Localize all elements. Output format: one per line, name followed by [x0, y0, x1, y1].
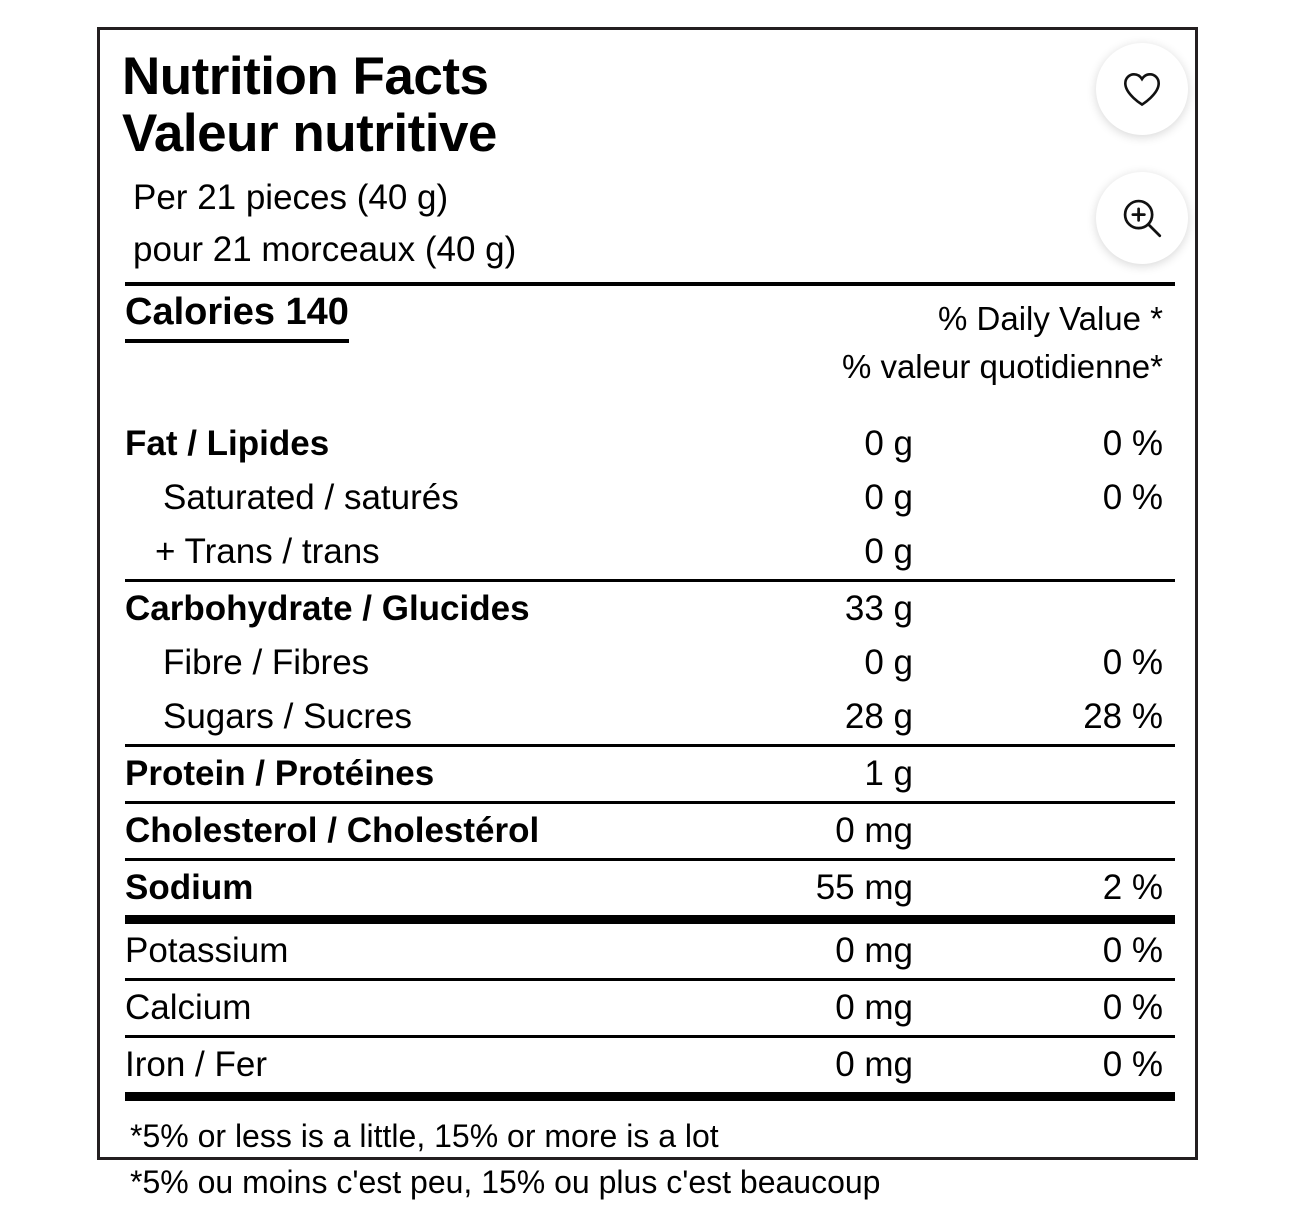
table-row: [125, 860, 1175, 920]
spacer-row: [125, 391, 1175, 417]
footnote-en: *5% or less is a little, 15% or more is a lot: [130, 1118, 719, 1154]
title-en: Nutrition Facts: [122, 47, 489, 106]
table-row: [125, 980, 1175, 1037]
serving-size-block: [100, 162, 1195, 276]
table-row: [125, 525, 1175, 581]
row-name-trans: + Trans / trans: [125, 525, 765, 581]
table-row: [125, 1037, 1175, 1097]
daily-value-header-fr: % valeur quotidienne*: [841, 348, 1163, 385]
row-amount-cholesterol: 0 mg: [765, 803, 985, 860]
row-amount-iron: 0 mg: [765, 1037, 985, 1097]
zoom-in-icon: [1120, 196, 1164, 240]
table-row: [125, 803, 1175, 860]
nutrition-facts-panel: [97, 27, 1198, 1200]
table-row: [125, 690, 1175, 746]
daily-value-header-en: % Daily Value *: [938, 300, 1163, 337]
calories-row: [125, 284, 1175, 343]
row-name-protein: Protein / Protéines: [125, 746, 765, 803]
heart-icon: [1122, 71, 1162, 107]
table-row: [125, 746, 1175, 803]
row-amount-protein: 1 g: [765, 746, 985, 803]
row-dv-iron: 0 %: [985, 1037, 1175, 1097]
row-name-sugars: Sugars / Sucres: [125, 690, 765, 746]
row-dv-sugars: 28 %: [985, 690, 1175, 746]
table-row: [125, 920, 1175, 980]
row-amount-potassium: 0 mg: [765, 920, 985, 980]
nutrition-table: [125, 282, 1175, 1101]
row-amount-sodium: 55 mg: [765, 860, 985, 920]
panel-title-block: [100, 30, 1195, 162]
row-dv-saturated: 0 %: [1102, 478, 1163, 517]
footnote-block: [100, 1101, 1195, 1205]
row-amount-calcium: 0 mg: [765, 980, 985, 1037]
row-amount-saturated: 0 g: [864, 478, 913, 517]
table-row: [125, 636, 1175, 690]
row-name-calcium: Calcium: [125, 980, 765, 1037]
row-amount-carbohydrate: 33 g: [844, 589, 913, 628]
row-dv-calcium: 0 %: [985, 980, 1175, 1037]
row-name-fat: Fat / Lipides: [125, 424, 330, 463]
title-fr: Valeur nutritive: [122, 104, 497, 163]
row-amount-sugars: 28 g: [765, 690, 985, 746]
row-dv-fibre: 0 %: [1102, 643, 1163, 682]
serving-en: Per 21 pieces (40 g): [133, 178, 449, 217]
row-dv-carbohydrate: [985, 581, 1175, 637]
daily-value-fr-row: [125, 343, 1175, 391]
row-dv-fat: 0 %: [1102, 424, 1163, 463]
serving-fr: pour 21 morceaux (40 g): [133, 230, 517, 269]
row-name-potassium: Potassium: [125, 920, 765, 980]
footnote-fr: *5% ou moins c'est peu, 15% ou plus c'est beaucoup: [130, 1164, 881, 1200]
row-name-sodium: Sodium: [125, 860, 765, 920]
row-dv-protein: [985, 746, 1175, 803]
row-name-carbohydrate: Carbohydrate / Glucides: [125, 589, 530, 628]
row-dv-trans: [985, 525, 1175, 581]
row-amount-fat: 0 g: [864, 424, 913, 463]
row-name-saturated: Saturated / saturés: [163, 478, 459, 517]
row-amount-fibre: 0 g: [864, 643, 913, 682]
zoom-in-button[interactable]: [1096, 172, 1188, 264]
table-row: [125, 581, 1175, 637]
row-name-iron: Iron / Fer: [125, 1037, 765, 1097]
row-dv-cholesterol: [985, 803, 1175, 860]
row-amount-trans: 0 g: [765, 525, 985, 581]
favorite-button[interactable]: [1096, 43, 1188, 135]
row-dv-potassium: 0 %: [985, 920, 1175, 980]
row-name-cholesterol: Cholesterol / Cholestérol: [125, 803, 765, 860]
table-row: [125, 471, 1175, 525]
row-dv-sodium: 2 %: [985, 860, 1175, 920]
calories-label: Calories 140: [125, 286, 349, 343]
row-name-fibre: Fibre / Fibres: [163, 643, 370, 682]
table-row: [125, 417, 1175, 471]
